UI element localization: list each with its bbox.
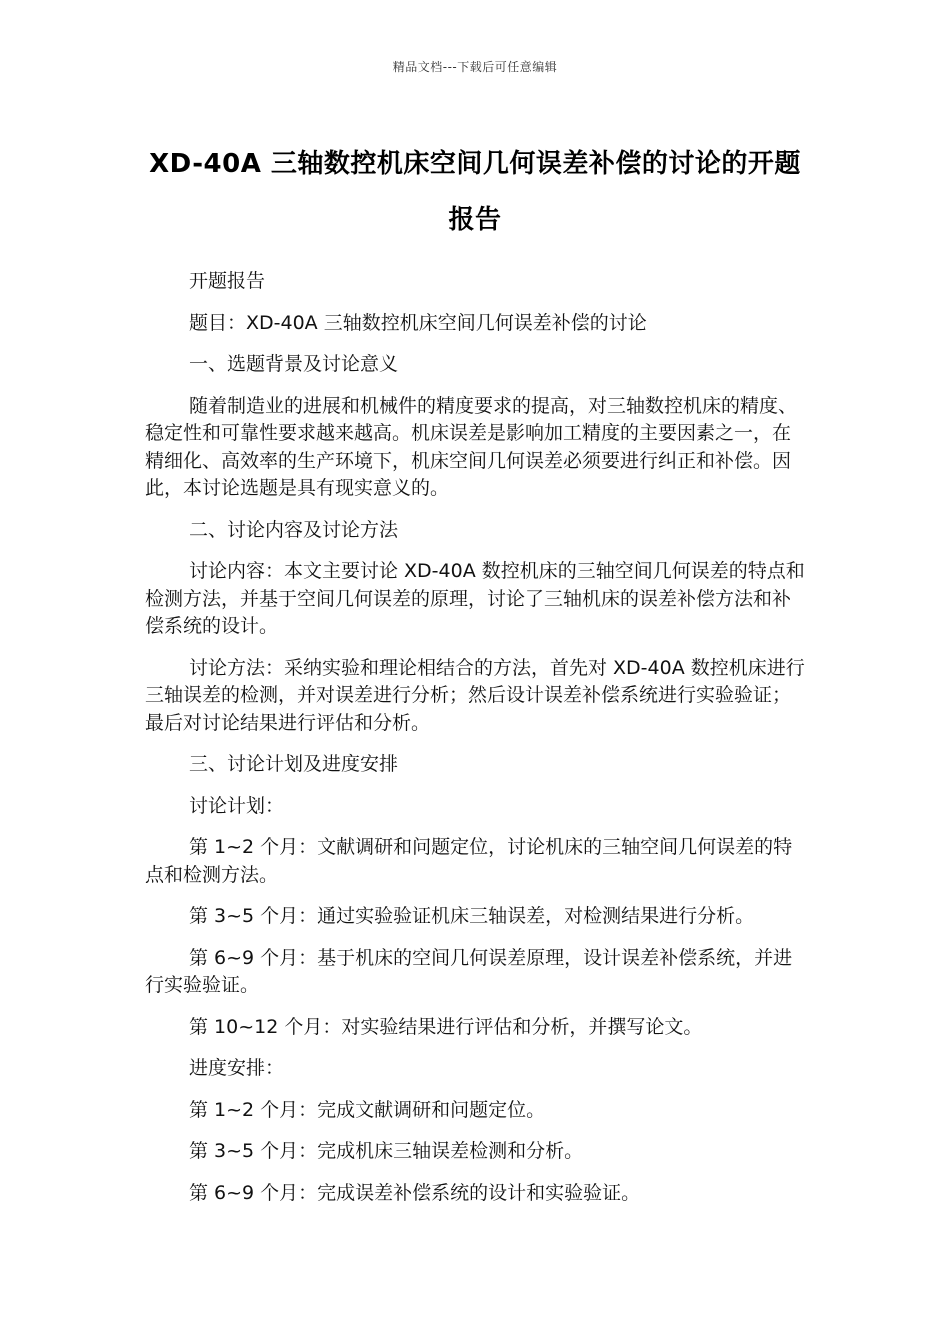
paragraph-report-label: 开题报告 xyxy=(189,270,266,292)
plan-item: 第 6~9 个月：基于机床的空间几何误差原理，设计误差补偿系统，并进行实验验证。 xyxy=(145,946,793,996)
paragraph-background: 随着制造业的进展和机械件的精度要求的提高，对三轴数控机床的精度、稳定性和可靠性要求越来越高。机床误差是影响加工精度的主要因素之一，在精细化、高效率的生产环境下，机床空间几何误差必须要进行纠正和补偿。因此，本讨论选题是具有现实意义的。 xyxy=(145,394,798,499)
schedule-item: 第 1~2 个月：完成文献调研和问题定位。 xyxy=(189,1098,546,1121)
section-heading-plan-schedule: 三、讨论计划及进度安排 xyxy=(189,753,399,775)
section-heading-content-methods: 二、讨论内容及讨论方法 xyxy=(189,518,399,541)
plan-item: 第 1~2 个月：文献调研和问题定位，讨论机床的三轴空间几何误差的特点和检测方法。 xyxy=(145,836,793,886)
plan-item: 第 10~12 个月：对实验结果进行评估和分析，并撰写论文。 xyxy=(189,1015,703,1038)
section-heading-background: 一、选题背景及讨论意义 xyxy=(189,353,399,375)
schedule-item: 第 6~9 个月：完成误差补偿系统的设计和实验验证。 xyxy=(189,1181,641,1204)
header-note: 精品文档---下载后可任意编辑 xyxy=(392,60,558,74)
plan-item: 第 3~5 个月：通过实验验证机床三轴误差，对检测结果进行分析。 xyxy=(189,905,755,927)
paragraph-schedule-label: 进度安排： xyxy=(189,1057,285,1079)
document-body xyxy=(145,268,805,1221)
schedule-item: 第 3~5 个月：完成机床三轴误差检测和分析。 xyxy=(189,1140,584,1162)
document-title: XD-40A 三轴数控机床空间几何误差补偿的讨论的开题报告 xyxy=(149,149,801,235)
paragraph-research-content: 讨论内容：本文主要讨论 XD-40A 数控机床的三轴空间几何误差的特点和检测方法，并基于空间几何误差的原理，讨论了三轴机床的误差补偿方法和补偿系统的设计。 xyxy=(145,560,805,637)
paragraph-research-methods: 讨论方法：采纳实验和理论相结合的方法，首先对 XD-40A 数控机床进行三轴误差的检测，并对误差进行分析；然后设计误差补偿系统进行实验验证；最后对讨论结果进行评估和分析。 xyxy=(145,656,805,734)
paragraph-topic: 题目：XD-40A 三轴数控机床空间几何误差补偿的讨论 xyxy=(189,311,647,334)
paragraph-plan-label: 讨论计划： xyxy=(189,794,285,817)
